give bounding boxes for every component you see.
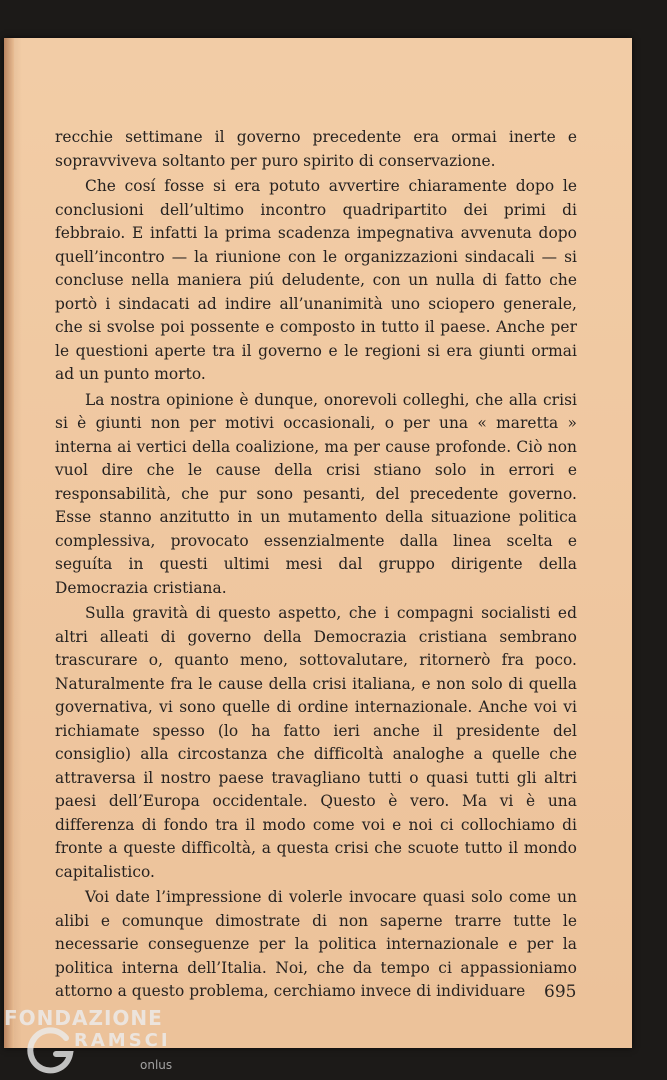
fondazione-gramsci-watermark bbox=[4, 1006, 204, 1076]
watermark-suffix: onlus bbox=[140, 1058, 173, 1072]
watermark-line1: FONDAZIONE bbox=[4, 1006, 163, 1030]
paragraph-4: Sulla gravità di questo aspetto, che i compagni socialisti ed altri alleati di governo della Democrazia cristiana sembrano trascurare o, quanto meno, sottovalutare, ritornerò fra poco. Naturalmente fra le cause della crisi italiana, e non solo di quella governativa, vi sono quelle di ordine internazionale. Anche voi vi richiamate spesso (lo ha fatto ieri anche il presidente del consiglio) alla circostanza che difficoltà analoghe a quelle che attraversa il nostro paese travagliano tutti o quasi tutti gli altri paesi dell’Europa occidentale. Questo è vero. Ma vi è una differenza di fondo tra il modo come voi e noi ci collochiamo di fronte a queste difficoltà, a questa crisi che scuote tutto il mondo capitalistico. bbox=[55, 604, 577, 881]
paragraph-2: Che cosí fosse si era potuto avvertire chiaramente dopo le conclusioni dell’ultimo incontro quadripartito dei primi di febbraio. E infatti la prima scadenza impegnativa avvenuta dopo quell’incontro — la riunione con le organizzazioni sindacali — si concluse nella maniera piú deludente, con un nulla di fatto che portò i sindacati ad indire all’unanimità uno sciopero generale, che si svolse poi possente e composto in tutto il paese. Anche per le questioni aperte tra il governo e le regioni si era giunti ormai ad un punto morto. bbox=[55, 177, 577, 383]
body-text bbox=[55, 126, 577, 1004]
watermark-line2: RAMSCI bbox=[74, 1030, 171, 1051]
paragraph-1: recchie settimane il governo precedente era ormai inerte e sopravviveva soltanto per puro spirito di conservazione. bbox=[55, 128, 577, 170]
g-logo-icon bbox=[26, 1024, 78, 1076]
book-page bbox=[4, 38, 632, 1048]
page-spine-shadow bbox=[4, 38, 14, 1048]
page-number: 695 bbox=[544, 982, 577, 1002]
paragraph-5: Voi date l’impressione di volerle invocare quasi solo come un alibi e comunque dimostrate di non saperne trarre tutte le necessarie conseguenze per la politica internazionale e per la politica interna dell’Italia. Noi, che da tempo ci appassioniamo attorno a questo problema, cerchiamo invece di individuare bbox=[55, 888, 577, 1000]
paragraph-3: La nostra opinione è dunque, onorevoli colleghi, che alla crisi si è giunti non per motivi occasionali, o per una « maretta » interna ai vertici della coalizione, ma per cause profonde. Ciò non vuol dire che le cause della crisi stiano solo in errori e responsabilità, che pur sono pesanti, del precedente governo. Esse stanno anzitutto in un mutamento della situazione politica complessiva, provocato essenzialmente dalla linea scelta e seguíta in questi ultimi mesi dal gruppo dirigente della Democrazia cristiana. bbox=[55, 390, 577, 597]
